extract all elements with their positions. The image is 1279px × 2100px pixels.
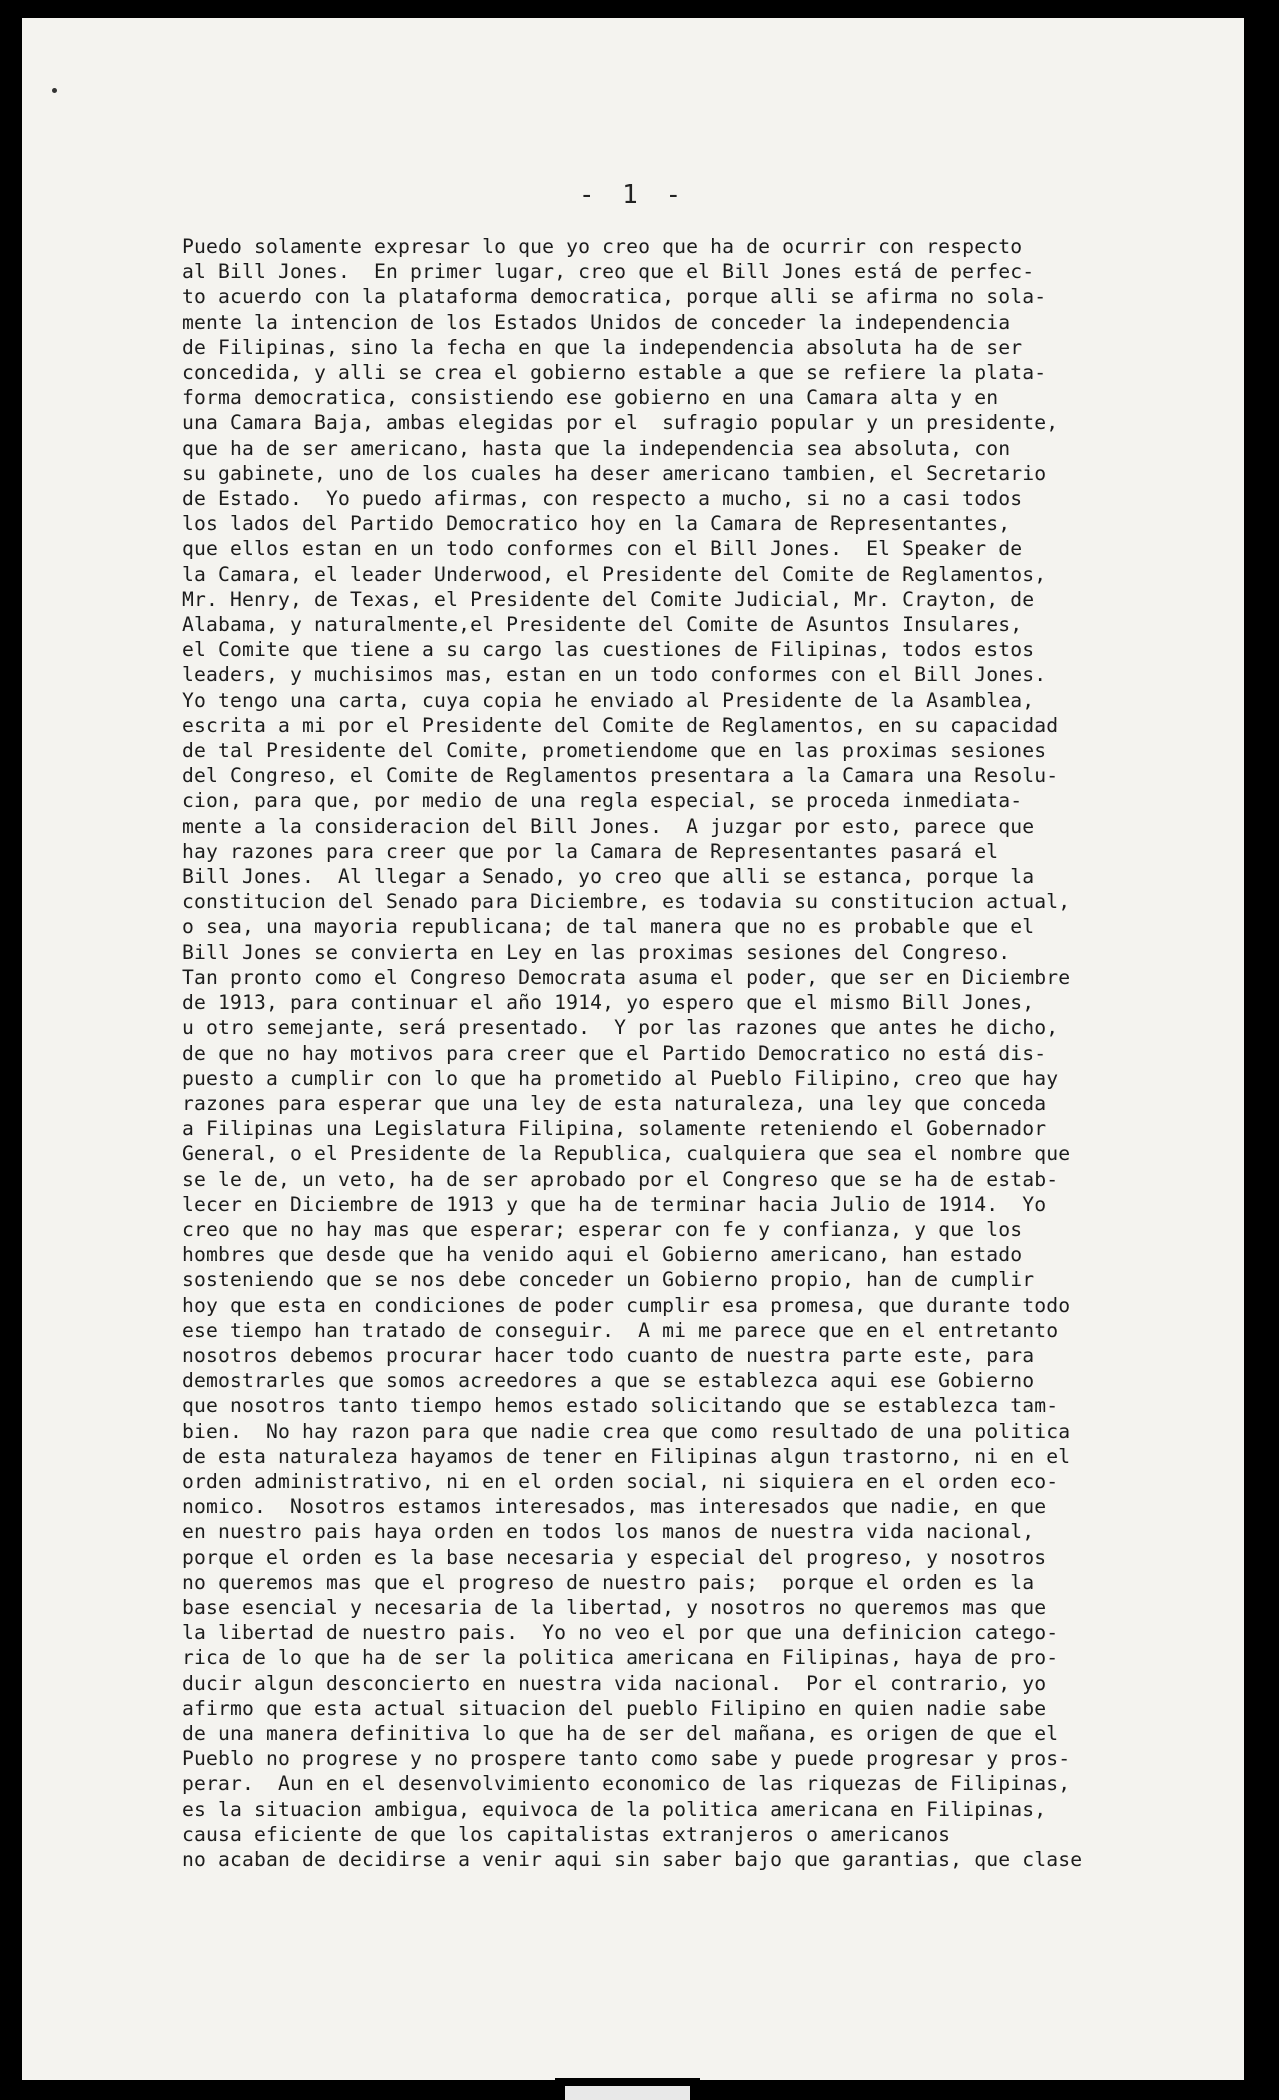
page-number: - 1 - <box>578 180 688 210</box>
text-line: en nuestro pais haya orden en todos los manos de nuestra vida nacional, <box>182 1520 1035 1544</box>
text-line: porque el orden es la base necesaria y especial del progreso, y nosotros <box>182 1545 1047 1569</box>
text-line: constitucion del Senado para Diciembre, es todavia su constitucion actual, <box>182 890 1071 914</box>
text-line: razones para esperar que una ley de esta naturaleza, una ley que conceda <box>182 1091 1047 1115</box>
text-line: Yo tengo una carta, cuya copia he enviado al Presidente de la Asamblea, <box>182 688 1035 712</box>
text-line: los lados del Partido Democratico hoy en la Camara de Representantes, <box>182 512 1011 536</box>
text-line: nomico. Nosotros estamos interesados, mas interesados que nadie, en que <box>182 1495 1047 1519</box>
text-line: o sea, una mayoria republicana; de tal manera que no es probable que el <box>182 915 1035 939</box>
stray-ink-mark <box>52 88 57 93</box>
text-line: mente a la consideracion del Bill Jones. A juzgar por esto, parece que <box>182 814 1035 838</box>
text-line: Mr. Henry, de Texas, el Presidente del Comite Judicial, Mr. Crayton, de <box>182 587 1035 611</box>
text-line: nosotros debemos procurar hacer todo cuanto de nuestra parte este, para <box>182 1343 1035 1367</box>
text-line: base esencial y necesaria de la libertad, y nosotros no queremos mas que <box>182 1595 1047 1619</box>
text-line: cion, para que, por medio de una regla especial, se proceda inmediata- <box>182 789 1023 813</box>
text-line: es la situacion ambigua, equivoca de la politica americana en Filipinas, <box>182 1797 1047 1821</box>
scan-edge-tab-paper <box>565 2086 690 2100</box>
text-line: de Estado. Yo puedo afirmas, con respecto a mucho, si no a casi todos <box>182 487 1023 511</box>
text-line: sosteniendo que se nos debe conceder un Gobierno propio, han de cumplir <box>182 1268 1035 1292</box>
text-line: de que no hay motivos para creer que el Partido Democratico no está dis- <box>182 1041 1047 1065</box>
text-line: rica de lo que ha de ser la politica americana en Filipinas, haya de pro- <box>182 1646 1059 1670</box>
text-line: puesto a cumplir con lo que ha prometido al Pueblo Filipino, creo que hay <box>182 1066 1059 1090</box>
text-line: leaders, y muchisimos mas, estan en un todo conformes con el Bill Jones. <box>182 663 1047 687</box>
document-page <box>22 18 1244 2080</box>
text-line: ducir algun desconcierto en nuestra vida nacional. Por el contrario, yo <box>182 1671 1047 1695</box>
text-line: forma democratica, consistiendo ese gobierno en una Camara alta y en <box>182 386 999 410</box>
text-line: Tan pronto como el Congreso Democrata asuma el poder, que ser en Diciembre <box>182 965 1071 989</box>
text-line: el Comite que tiene a su cargo las cuestiones de Filipinas, todos estos <box>182 638 1035 662</box>
text-line: de Filipinas, sino la fecha en que la independencia absoluta ha de ser <box>182 335 1023 359</box>
text-line: orden administrativo, ni en el orden social, ni siquiera en el orden eco- <box>182 1469 1059 1493</box>
text-line: hoy que esta en condiciones de poder cumplir esa promesa, que durante todo <box>182 1293 1071 1317</box>
text-line: una Camara Baja, ambas elegidas por el sufragio popular y un presidente, <box>182 411 1059 435</box>
text-line: escrita a mi por el Presidente del Comite de Reglamentos, en su capacidad <box>182 713 1059 737</box>
text-line: mente la intencion de los Estados Unidos de conceder la independencia <box>182 310 1011 334</box>
text-line: se le de, un veto, ha de ser aprobado por el Congreso que se ha de estab- <box>182 1167 1059 1191</box>
text-line: que ellos estan en un todo conformes con el Bill Jones. El Speaker de <box>182 537 1023 561</box>
text-line: afirmo que esta actual situacion del pueblo Filipino en quien nadie sabe <box>182 1696 1047 1720</box>
text-line: Alabama, y naturalmente,el Presidente del Comite de Asuntos Insulares, <box>182 613 1023 637</box>
text-line: Bill Jones se convierta en Ley en las proximas sesiones del Congreso. <box>182 940 1011 964</box>
text-line: u otro semejante, será presentado. Y por las razones que antes he dicho, <box>182 1016 1059 1040</box>
text-line: concedida, y alli se crea el gobierno estable a que se refiere la plata- <box>182 361 1047 385</box>
text-line: bien. No hay razon para que nadie crea que como resultado de una politica <box>182 1419 1071 1443</box>
text-line: lecer en Diciembre de 1913 y que ha de terminar hacia Julio de 1914. Yo <box>182 1192 1047 1216</box>
text-line: perar. Aun en el desenvolvimiento economico de las riquezas de Filipinas, <box>182 1772 1071 1796</box>
text-line: causa eficiente de que los capitalistas extranjeros o americanos <box>182 1822 951 1846</box>
text-line: del Congreso, el Comite de Reglamentos presentara a la Camara una Resolu- <box>182 764 1059 788</box>
text-line: la Camara, el leader Underwood, el Presidente del Comite de Reglamentos, <box>182 562 1047 586</box>
text-line: no queremos mas que el progreso de nuestro pais; porque el orden es la <box>182 1570 1035 1594</box>
text-line: creo que no hay mas que esperar; esperar con fe y confianza, y que los <box>182 1217 1023 1241</box>
text-line: de 1913, para continuar el año 1914, yo espero que el mismo Bill Jones, <box>182 991 1035 1015</box>
text-line: hombres que desde que ha venido aqui el Gobierno americano, han estado <box>182 1243 1023 1267</box>
typewritten-body-text <box>182 234 1182 1872</box>
text-line: la libertad de nuestro pais. Yo no veo el por que una definicion catego- <box>182 1621 1059 1645</box>
text-line: de esta naturaleza hayamos de tener en Filipinas algun trastorno, ni en el <box>182 1444 1071 1468</box>
text-line: que nosotros tanto tiempo hemos estado solicitando que se establezca tam- <box>182 1394 1059 1418</box>
text-line: su gabinete, uno de los cuales ha deser americano tambien, el Secretario <box>182 461 1047 485</box>
text-line: General, o el Presidente de la Republica, cualquiera que sea el nombre que <box>182 1142 1071 1166</box>
text-line: Pueblo no progrese y no prospere tanto como sabe y puede progresar y pros- <box>182 1747 1071 1771</box>
text-line: ese tiempo han tratado de conseguir. A mi me parece que en el entretanto <box>182 1318 1059 1342</box>
text-line: de tal Presidente del Comite, prometiendome que en las proximas sesiones <box>182 739 1047 763</box>
text-line: al Bill Jones. En primer lugar, creo que el Bill Jones está de perfec- <box>182 260 1035 284</box>
text-line: Bill Jones. Al llegar a Senado, yo creo que alli se estanca, porque la <box>182 865 1035 889</box>
text-line: a Filipinas una Legislatura Filipina, solamente reteniendo el Gobernador <box>182 1117 1047 1141</box>
text-line: de una manera definitiva lo que ha de ser del mañana, es origen de que el <box>182 1721 1059 1745</box>
text-line: que ha de ser americano, hasta que la independencia sea absoluta, con <box>182 436 1011 460</box>
text-line: no acaban de decidirse a venir aqui sin saber bajo que garantias, que clase <box>182 1848 1083 1871</box>
text-line: to acuerdo con la plataforma democratica, porque alli se afirma no sola- <box>182 285 1047 309</box>
text-line: Puedo solamente expresar lo que yo creo que ha de ocurrir con respecto <box>182 235 1023 258</box>
text-line: hay razones para creer que por la Camara de Representantes pasará el <box>182 839 999 863</box>
text-line: demostrarles que somos acreedores a que se establezca aqui ese Gobierno <box>182 1369 1035 1393</box>
